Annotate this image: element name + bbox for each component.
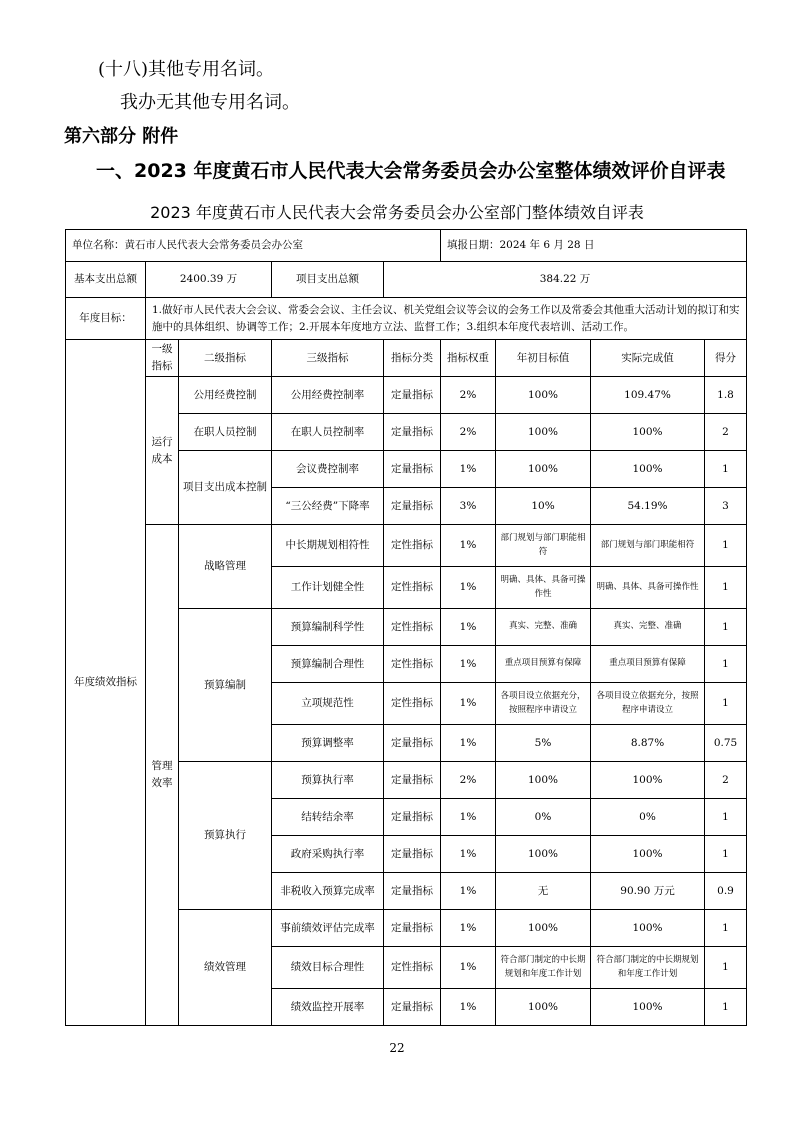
table-row-cat: 定性指标	[384, 525, 441, 567]
group-budget-prep: 预算编制	[179, 609, 272, 762]
header-target: 年初目标值	[496, 340, 591, 377]
table-row-score: 1	[705, 947, 747, 989]
table-row-weight: 1%	[441, 947, 496, 989]
table-row-cat: 定量指标	[384, 414, 441, 451]
table-row-target: 100%	[496, 762, 591, 799]
item-18-heading: (十八)其他专用名词。	[98, 59, 275, 80]
project-expense-label: 项目支出总额	[272, 262, 384, 298]
table-row-l3: 立项规范性	[272, 683, 384, 725]
table-row-l3: 预算编制科学性	[272, 609, 384, 646]
table-row-cat: 定性指标	[384, 567, 441, 609]
header-level3: 三级指标	[272, 340, 384, 377]
table-row-actual: 0%	[591, 799, 705, 836]
table-row-l3: 预算执行率	[272, 762, 384, 799]
table-row-target: 100%	[496, 451, 591, 488]
table-row-weight: 3%	[441, 488, 496, 525]
table-row-cat: 定量指标	[384, 451, 441, 488]
table-row-cat: 定量指标	[384, 762, 441, 799]
table-row-weight: 1%	[441, 910, 496, 947]
table-row-target: 明确、具体、具备可操作性	[496, 567, 591, 609]
group-budget-exec: 预算执行	[179, 762, 272, 910]
header-score: 得分	[705, 340, 747, 377]
table-row-score: 3	[705, 488, 747, 525]
basic-expense-value: 2400.39 万	[146, 262, 272, 298]
table-row-weight: 2%	[441, 762, 496, 799]
table-row-score: 1	[705, 609, 747, 646]
table-row-target: 0%	[496, 799, 591, 836]
table-row-target: 100%	[496, 989, 591, 1026]
table-row-cat: 定性指标	[384, 683, 441, 725]
table-row-target: 5%	[496, 725, 591, 762]
table-row-actual: 54.19%	[591, 488, 705, 525]
table-row-weight: 2%	[441, 414, 496, 451]
table-row-score: 1	[705, 451, 747, 488]
table-row-score: 1	[705, 646, 747, 683]
table-row-score: 1	[705, 910, 747, 947]
group-project-cost: 项目支出成本控制	[179, 451, 272, 525]
table-row-actual: 100%	[591, 910, 705, 947]
table-row-weight: 1%	[441, 567, 496, 609]
table-row-weight: 1%	[441, 725, 496, 762]
table-row-score: 1	[705, 567, 747, 609]
table-row-weight: 1%	[441, 683, 496, 725]
table-row-actual: 真实、完整、准确	[591, 609, 705, 646]
table-row-cat: 定性指标	[384, 947, 441, 989]
group-strategy: 战略管理	[179, 525, 272, 609]
item-18-text: 我办无其他专用名词。	[120, 92, 300, 113]
table-row-l3: 中长期规划相符性	[272, 525, 384, 567]
table-row-cat: 定量指标	[384, 799, 441, 836]
table-row-cat: 定性指标	[384, 609, 441, 646]
table-row-cat: 定量指标	[384, 377, 441, 414]
table-row-weight: 1%	[441, 836, 496, 873]
table-row-actual: 100%	[591, 414, 705, 451]
table-row-l3: 结转结余率	[272, 799, 384, 836]
header-actual: 实际完成值	[591, 340, 705, 377]
table-row-score: 1	[705, 683, 747, 725]
yearly-goal-label: 年度目标：	[66, 298, 146, 340]
part6-heading: 第六部分 附件	[64, 126, 179, 147]
table-row-actual: 符合部门制定的中长期规划和年度工作计划	[591, 947, 705, 989]
table-row-target: 100%	[496, 377, 591, 414]
table-row-actual: 各项目设立依据充分，按照程序申请设立	[591, 683, 705, 725]
table-row-l3: 预算调整率	[272, 725, 384, 762]
table-row-score: 1	[705, 799, 747, 836]
table-row-cat: 定量指标	[384, 989, 441, 1026]
table-row-cat: 定性指标	[384, 646, 441, 683]
table-row-actual: 重点项目预算有保障	[591, 646, 705, 683]
table-row-weight: 1%	[441, 525, 496, 567]
basic-expense-label: 基本支出总额	[66, 262, 146, 298]
table-row-cat: 定量指标	[384, 725, 441, 762]
table-row-weight: 1%	[441, 799, 496, 836]
table-row-score: 1	[705, 989, 747, 1026]
table-row-l3: 会议费控制率	[272, 451, 384, 488]
table-row-target: 符合部门制定的中长期规划和年度工作计划	[496, 947, 591, 989]
fill-date: 填报日期：2024 年 6 月 28 日	[441, 230, 747, 262]
table-row-cat: 定量指标	[384, 488, 441, 525]
header-weight: 指标权重	[441, 340, 496, 377]
table-row-l3: 工作计划健全性	[272, 567, 384, 609]
table-row-actual: 明确、具体、具备可操作性	[591, 567, 705, 609]
group-operating-cost: 运行成本	[146, 377, 179, 525]
table-row-actual: 100%	[591, 989, 705, 1026]
self-evaluation-table	[65, 229, 747, 1026]
table-row-cat: 定量指标	[384, 873, 441, 910]
table-title: 2023 年度黄石市人民代表大会常务委员会办公室部门整体绩效自评表	[150, 203, 644, 222]
table-row-weight: 1%	[441, 609, 496, 646]
unit-name: 单位名称：黄石市人民代表大会常务委员会办公室	[66, 230, 441, 262]
table-row-target: 部门规划与部门职能相符	[496, 525, 591, 567]
header-category: 指标分类	[384, 340, 441, 377]
table-row-target: 真实、完整、准确	[496, 609, 591, 646]
table-row-weight: 1%	[441, 646, 496, 683]
table-row-actual: 100%	[591, 762, 705, 799]
header-level2: 二级指标	[179, 340, 272, 377]
table-row-score: 1.8	[705, 377, 747, 414]
table-row-score: 0.75	[705, 725, 747, 762]
table-row-target: 100%	[496, 836, 591, 873]
table-row-score: 1	[705, 836, 747, 873]
table-row-l3: 公用经费控制率	[272, 377, 384, 414]
group-performance: 绩效管理	[179, 910, 272, 1026]
table-row-l3: 绩效目标合理性	[272, 947, 384, 989]
table-row-cat: 定量指标	[384, 836, 441, 873]
yearly-goal-text: 1.做好市人民代表大会会议、常委会会议、主任会议、机关党组会议等会议的会务工作以及常委会其他重大活动计划的拟订和实施中的具体组织、协调等工作；2.开展本年度地方立法、监督工作；3.组织本年度代表培训、活动工作。	[146, 298, 747, 340]
table-row-l3: 事前绩效评估完成率	[272, 910, 384, 947]
header-level1: 一级指标	[146, 340, 179, 377]
table-row-l3: 非税收入预算完成率	[272, 873, 384, 910]
table-row-actual: 100%	[591, 836, 705, 873]
table-row-score: 1	[705, 525, 747, 567]
table-row-l3: 预算编制合理性	[272, 646, 384, 683]
project-expense-value: 384.22 万	[384, 262, 747, 298]
table-row-target: 10%	[496, 488, 591, 525]
table-row-target: 100%	[496, 414, 591, 451]
table-row-l3: 政府采购执行率	[272, 836, 384, 873]
table-row-score: 2	[705, 414, 747, 451]
table-row-weight: 1%	[441, 989, 496, 1026]
table-row-l3: 绩效监控开展率	[272, 989, 384, 1026]
table-row-target: 无	[496, 873, 591, 910]
table-row-actual: 100%	[591, 451, 705, 488]
table-row-l3: 在职人员控制率	[272, 414, 384, 451]
group-staff: 在职人员控制	[179, 414, 272, 451]
table-row-weight: 1%	[441, 451, 496, 488]
page-number: 22	[389, 1041, 405, 1055]
table-row-target: 重点项目预算有保障	[496, 646, 591, 683]
table-row-actual: 8.87%	[591, 725, 705, 762]
yearly-indicators-label: 年度绩效指标	[66, 340, 146, 1026]
table-row-cat: 定量指标	[384, 910, 441, 947]
group-public-fund: 公用经费控制	[179, 377, 272, 414]
table-row-weight: 1%	[441, 873, 496, 910]
table-row-actual: 90.90 万元	[591, 873, 705, 910]
table-row-score: 2	[705, 762, 747, 799]
group-management-efficiency: 管理效率	[146, 525, 179, 1026]
section-heading: 一、2023 年度黄石市人民代表大会常务委员会办公室整体绩效评价自评表	[96, 160, 726, 182]
table-row-target: 各项目设立依据充分，按照程序申请设立	[496, 683, 591, 725]
table-row-actual: 部门规划与部门职能相符	[591, 525, 705, 567]
table-row-l3: “三公经费”下降率	[272, 488, 384, 525]
table-row-actual: 109.47%	[591, 377, 705, 414]
table-row-target: 100%	[496, 910, 591, 947]
table-row-weight: 2%	[441, 377, 496, 414]
table-row-score: 0.9	[705, 873, 747, 910]
